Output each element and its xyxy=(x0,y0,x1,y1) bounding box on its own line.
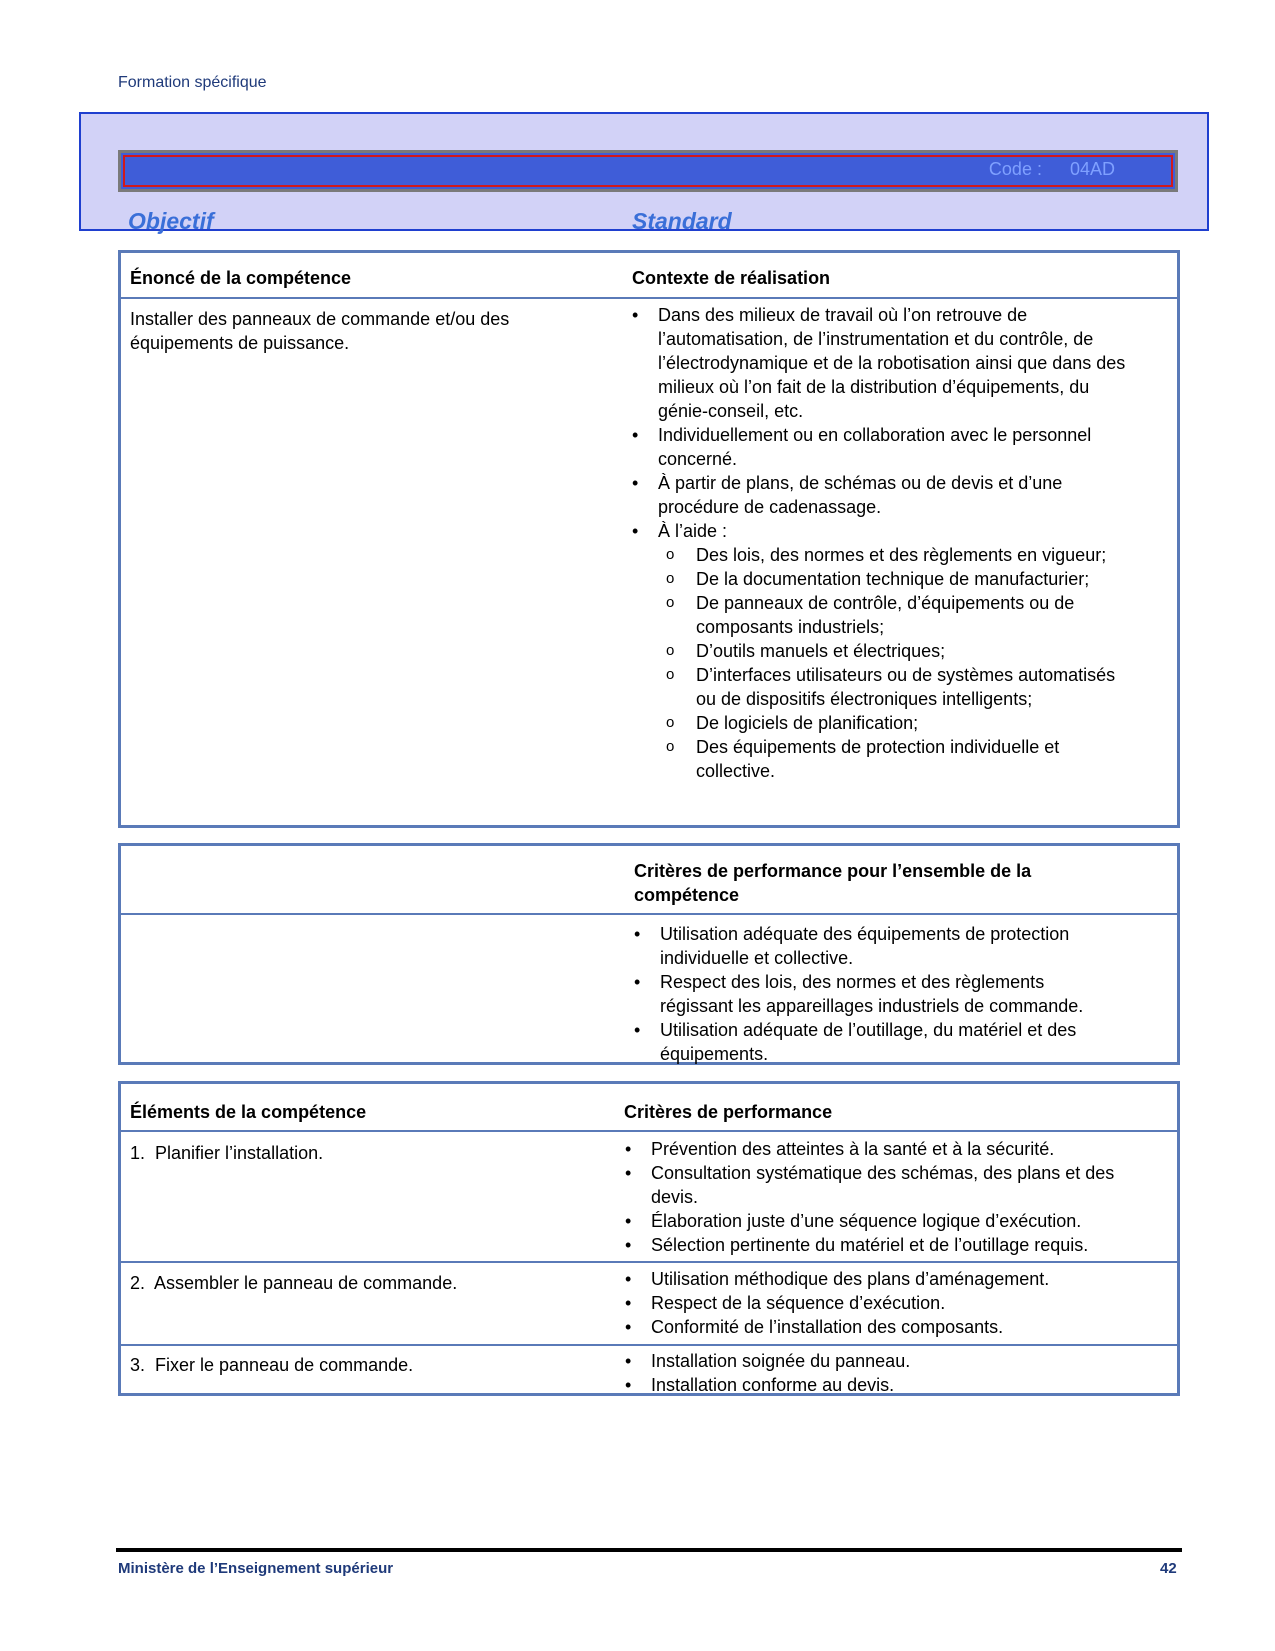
footer-rule xyxy=(116,1548,1182,1552)
list-item: • Utilisation adéquate de l’outillage, du matériel et des équipements. xyxy=(632,1018,1122,1066)
sublist-item: o De logiciels de planification; xyxy=(658,711,1130,735)
code-text xyxy=(989,159,1115,180)
elements-header: Éléments de la compétence xyxy=(130,1102,367,1122)
element-3: 3. Fixer le panneau de commande. xyxy=(130,1355,414,1375)
table-divider xyxy=(121,913,1177,915)
sublist-item: o Des lois, des normes et des règlements en vigueur; xyxy=(658,543,1130,567)
list-item: • Utilisation méthodique des plans d’aménagement. xyxy=(623,1267,1133,1291)
list-item: • Installation soignée du panneau. xyxy=(623,1349,1133,1373)
list-item: • Consultation systématique des schémas, des plans et des devis. xyxy=(623,1161,1133,1209)
sublist-item: o De panneaux de contrôle, d’équipements ou de composants industriels; xyxy=(658,591,1130,639)
list-item: • Individuellement ou en collaboration avec le personnel concerné. xyxy=(630,423,1130,471)
list-item: • À partir de plans, de schémas ou de devis et d’une procédure de cadenassage. xyxy=(630,471,1130,519)
table-divider xyxy=(121,1130,1177,1132)
list-item: • Installation conforme au devis. xyxy=(623,1373,1133,1397)
overall-criteria-table xyxy=(118,843,1180,1065)
competence-statement: Installer des panneaux de commande et/ou des équipements de puissance. xyxy=(130,309,510,353)
list-item: • Utilisation adéquate des équipements de protection individuelle et collective. xyxy=(632,922,1122,970)
list-item xyxy=(630,519,1130,783)
list-item: • Sélection pertinente du matériel et de l’outillage requis. xyxy=(623,1233,1133,1257)
competence-table xyxy=(118,250,1180,828)
criteria-list-1 xyxy=(623,1137,1133,1257)
table-divider xyxy=(121,1261,1177,1263)
footer-ministry: Ministère de l’Enseignement supérieur xyxy=(118,1560,394,1577)
list-item-label: À l’aide : xyxy=(658,521,728,541)
sublist-item: o D’interfaces utilisateurs ou de systèmes automatisés ou de dispositifs électroniques intelligents; xyxy=(658,663,1130,711)
table-divider xyxy=(121,297,1177,299)
list-item: • Dans des milieux de travail où l’on retrouve de l’automatisation, de l’instrumentation et du contrôle, de l’électrodynamique et de la robotisation ainsi que dans des milieux où l’on fait de la distribution d’équipements, du génie-conseil, etc. xyxy=(630,303,1130,423)
list-item: • Conformité de l’installation des composants. xyxy=(623,1315,1133,1339)
sublist-item: o D’outils manuels et électriques; xyxy=(658,639,1130,663)
sublist-item: o De la documentation technique de manufacturier; xyxy=(658,567,1130,591)
column-title-objectif: Objectif xyxy=(128,208,214,234)
statement-header: Énoncé de la compétence xyxy=(130,268,352,288)
element-2: 2. Assembler le panneau de commande. xyxy=(130,1273,458,1293)
header-label: Formation spécifique xyxy=(118,74,267,91)
context-sublist xyxy=(658,543,1130,783)
column-title-standard: Standard xyxy=(632,208,732,234)
page-number: 42 xyxy=(1160,1560,1177,1577)
list-item: • Respect de la séquence d’exécution. xyxy=(623,1291,1133,1315)
element-1: 1. Planifier l’installation. xyxy=(130,1143,324,1163)
criteria-list-3 xyxy=(623,1349,1133,1397)
context-list xyxy=(630,303,1130,783)
criteria-header: Critères de performance xyxy=(624,1102,833,1122)
code-bar xyxy=(118,150,1178,192)
criteria-list-2 xyxy=(623,1267,1133,1339)
overall-criteria-list xyxy=(632,922,1122,1066)
list-item: • Respect des lois, des normes et des règlements régissant les appareillages industriels de commande. xyxy=(632,970,1122,1018)
context-header: Contexte de réalisation xyxy=(632,268,831,288)
code-value: 04AD xyxy=(1069,159,1115,179)
sublist-item: o Des équipements de protection individuelle et collective. xyxy=(658,735,1130,783)
list-item: • Prévention des atteintes à la santé et à la sécurité. xyxy=(623,1137,1133,1161)
overall-criteria-header: Critères de performance pour l’ensemble de la compétence xyxy=(634,861,1032,905)
code-label: Code : xyxy=(988,159,1042,179)
list-item: • Élaboration juste d’une séquence logique d’exécution. xyxy=(623,1209,1133,1233)
table-divider xyxy=(121,1344,1177,1346)
elements-table xyxy=(118,1081,1180,1396)
